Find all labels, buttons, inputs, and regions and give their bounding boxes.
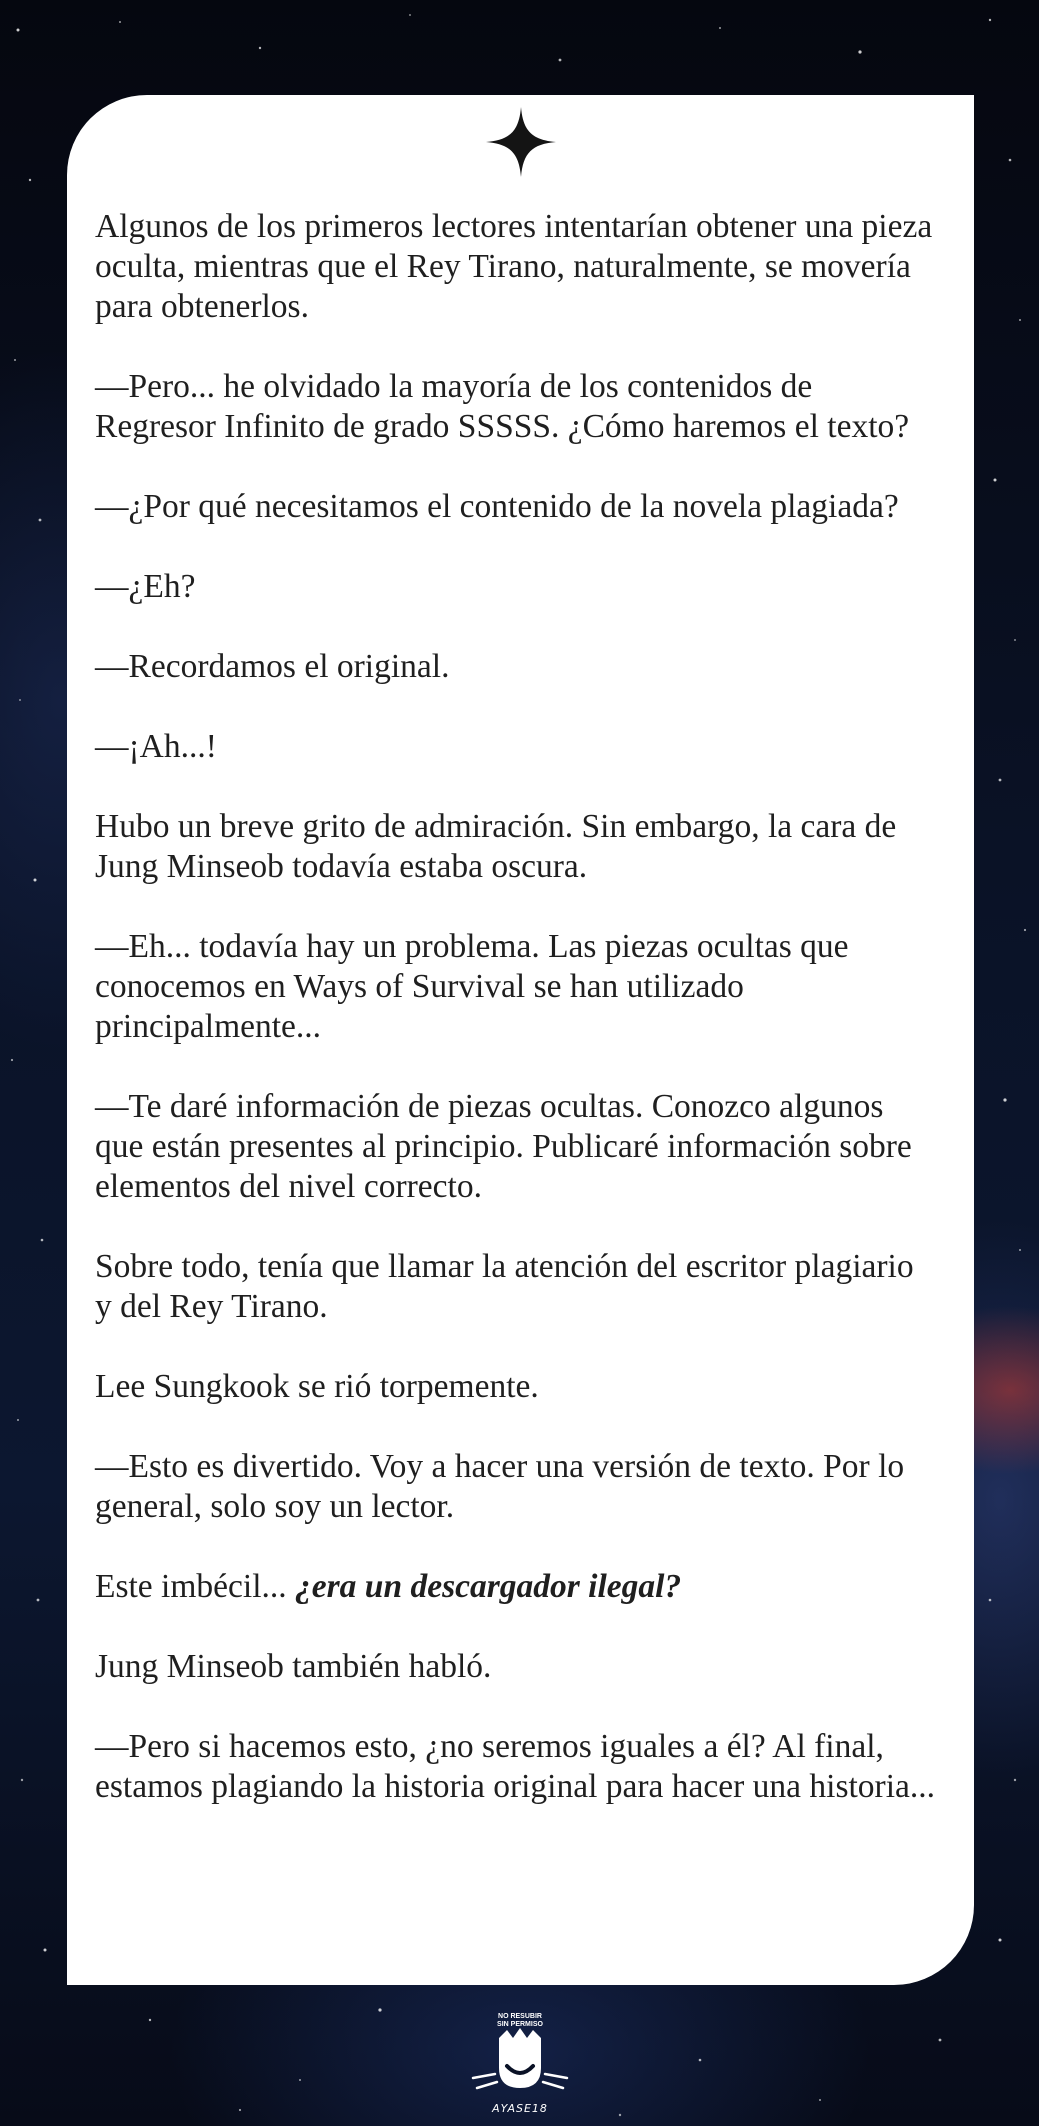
- paragraph: —¿Por qué necesitamos el contenido de la novela plagiada?: [95, 488, 899, 525]
- paragraph: —Esto es divertido. Voy a hacer una versión de texto. Por lo general, solo soy un lector.: [95, 1448, 905, 1525]
- paragraph: —¡Ah...!: [95, 728, 217, 765]
- paragraph: Hubo un breve grito de admiración. Sin embargo, la cara de Jung Minseob todavía estaba oscura.: [95, 808, 897, 885]
- paragraph: Jung Minseob también habló.: [95, 1648, 492, 1685]
- paragraph: Sobre todo, tenía que llamar la atención del escritor plagiario y del Rey Tirano.: [95, 1248, 914, 1325]
- paragraph: Lee Sungkook se rió torpemente.: [95, 1368, 539, 1405]
- paragraph: Algunos de los primeros lectores intentarían obtener una pieza oculta, mientras que el Rey Tirano, naturalmente, se movería para obtenerlos.: [95, 208, 933, 325]
- paragraph-with-emphasis: [95, 1567, 938, 1607]
- paragraph: —Pero... he olvidado la mayoría de los contenidos de Regresor Infinito de grado SSSSS. ¿Cómo haremos el texto?: [95, 368, 910, 445]
- watermark-line1: NO RESUBIR: [498, 2013, 542, 2020]
- paragraph-emphasis-text: ¿era un descargador ilegal?: [295, 1568, 682, 1605]
- watermark-line2: SIN PERMISO: [497, 2021, 543, 2028]
- watermark-signature: AYASE18: [492, 2102, 548, 2115]
- text-card: [67, 95, 974, 1985]
- paragraph: —Te daré información de piezas ocultas. Conozco algunos que están presentes al principio. Publicaré información sobre elementos del nivel correcto.: [95, 1088, 912, 1205]
- four-point-star-icon: [486, 107, 556, 177]
- paragraph: —Pero si hacemos esto, ¿no seremos iguales a él? Al final, estamos plagiando la historia original para hacer una historia...: [95, 1728, 936, 1805]
- paragraph-plain-text: Este imbécil...: [95, 1568, 296, 1605]
- paragraph: —Eh... todavía hay un problema. Las piezas ocultas que conocemos en Ways of Survival se han utilizado principalmente...: [95, 928, 849, 1045]
- paragraph: —Recordamos el original.: [95, 648, 450, 685]
- paragraph: —¿Eh?: [95, 568, 196, 605]
- crowned-face-logo: [455, 2008, 585, 2118]
